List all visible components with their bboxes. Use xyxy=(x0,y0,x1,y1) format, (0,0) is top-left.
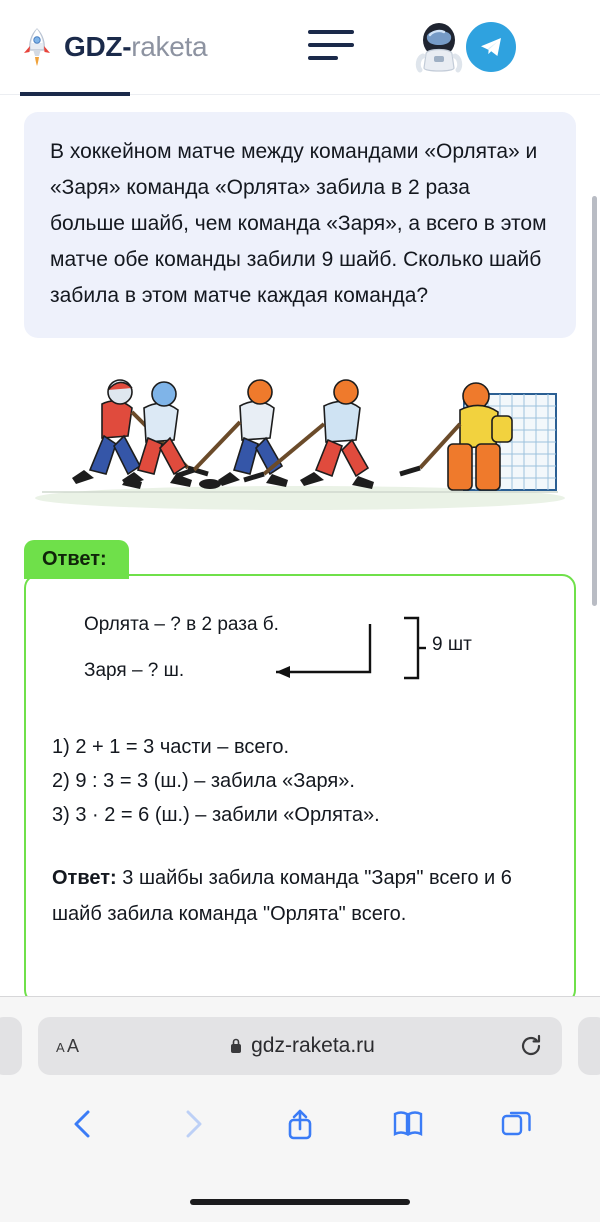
browser-bottom-bar xyxy=(0,996,600,1222)
home-indicator xyxy=(190,1199,410,1205)
rocket-icon xyxy=(20,27,54,67)
solution-step-1: 1) 2 + 1 = 3 части – всего. xyxy=(52,736,290,758)
final-answer-text: 3 шайбы забила команда "Заря" всего и 6 шайб забила команда "Орлята" всего. xyxy=(52,867,512,925)
final-answer xyxy=(52,860,548,932)
answer-box xyxy=(24,574,576,996)
svg-text:A: A xyxy=(67,1036,80,1056)
lock-icon xyxy=(229,1037,243,1055)
scheme-total-label: 9 шт xyxy=(432,634,472,655)
url-bar[interactable] xyxy=(38,1017,562,1075)
task-statement-box xyxy=(24,112,576,338)
hamburger-menu-icon[interactable] xyxy=(308,30,354,64)
logo-raketa: raketa xyxy=(131,31,208,62)
answer-scheme xyxy=(52,604,548,722)
task-text: В хоккейном матче между командами «Орлята» и «Заря» команда «Орлята» забила в 2 раза больше шайб, чем команда «Заря», а всего в этом матче обе команды забили 9 шайб. Сколько шайб забила в этом матче каждая команда? xyxy=(50,140,547,307)
final-answer-label: Ответ: xyxy=(52,867,117,889)
scheme-line-zarya: Заря – ? ш. xyxy=(84,660,185,681)
page-scrollbar[interactable] xyxy=(592,196,597,606)
logo-text xyxy=(64,31,207,63)
logo-gdz: GDZ xyxy=(64,31,123,62)
share-icon[interactable] xyxy=(283,1107,317,1141)
puck xyxy=(199,479,221,489)
back-chevron-icon[interactable] xyxy=(67,1107,101,1141)
url-text: gdz-raketa.ru xyxy=(251,1034,375,1057)
illustration-svg xyxy=(24,352,576,512)
text-size-icon[interactable] xyxy=(56,1033,86,1059)
site-logo[interactable] xyxy=(20,27,207,67)
page-content xyxy=(0,96,600,996)
telegram-icon[interactable] xyxy=(466,22,516,72)
telegram-glyph-icon xyxy=(477,33,505,61)
site-header xyxy=(0,0,600,95)
forward-chevron-icon[interactable] xyxy=(175,1107,209,1141)
svg-text:A: A xyxy=(56,1040,65,1055)
url-display[interactable] xyxy=(86,1034,518,1058)
solution-step-3: 3) 3 · 2 = 6 (ш.) – забили «Орлята». xyxy=(52,804,380,826)
solution-step-2: 2) 9 : 3 = 3 (ш.) – забила «Заря». xyxy=(52,770,355,792)
browser-toolbar xyxy=(0,1089,600,1159)
solution-steps xyxy=(52,730,548,832)
astronaut-avatar-icon[interactable] xyxy=(410,18,468,76)
tabs-icon[interactable] xyxy=(499,1107,533,1141)
reload-icon[interactable] xyxy=(518,1033,544,1059)
answer-tab-label: Ответ: xyxy=(24,540,129,579)
scheme-line-orlyata: Орлята – ? в 2 раза б. xyxy=(84,614,279,635)
bookmarks-icon[interactable] xyxy=(391,1107,425,1141)
url-bar-row xyxy=(0,1017,600,1075)
logo-dash: - xyxy=(122,31,132,62)
hockey-players-illustration xyxy=(24,352,576,512)
scheme-diagram-icon xyxy=(52,604,552,722)
